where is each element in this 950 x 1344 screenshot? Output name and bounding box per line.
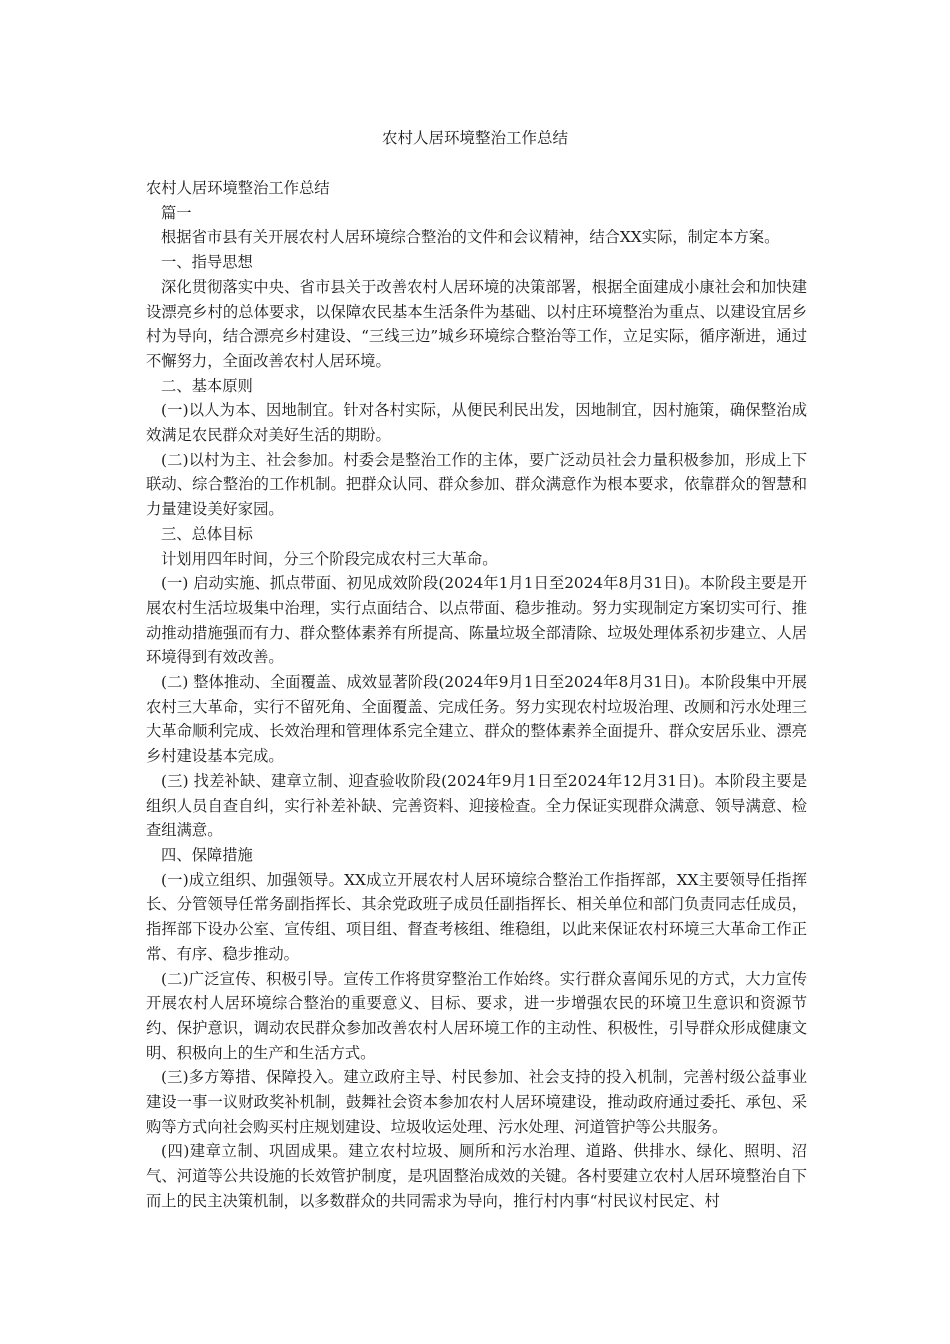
paragraph-safeguard-4: (四)建章立制、巩固成果。建立农村垃圾、厕所和污水治理、道路、供排水、绿化、照明、沼气、河道等公共设施的长效管护制度，是巩固整治成效的关键。各村要建立农村人居环境整治自下而上的民主决策机制，以多数群众的共同需求为导向，推行村内事“村民议村民定、村 bbox=[146, 1142, 807, 1210]
paragraph-principle-2: (二)以村为主、社会参加。村委会是整治工作的主体，要广泛动员社会力量积极参加，形成上下联动、综合整治的工作机制。把群众认同、群众参加、群众满意作为根本要求，依靠群众的智慧和力量建设美好家园。 bbox=[146, 450, 807, 519]
section-heading-safeguards: 四、保障措施 bbox=[161, 845, 253, 864]
section-heading-overall-goal: 三、总体目标 bbox=[161, 524, 253, 543]
paragraph-safeguard-2: (二)广泛宣传、积极引导。宣传工作将贯穿整治工作始终。实行群众喜闻乐见的方式，大力宣传开展农村人居环境综合整治的重要意义、目标、要求，进一步增强农民的环境卫生意识和资源节约、保护意识，调动农民群众参加改善农村人居环境工作的主动性、积极性，引导群众形成健康文明、积极向上的生产和生活方式。 bbox=[146, 969, 807, 1062]
paragraph-part-label: 篇一 bbox=[161, 203, 192, 222]
paragraph-principle-1: (一)以人为本、因地制宜。针对各村实际，从便民利民出发，因地制宜，因村施策，确保整治成效满足农民群众对美好生活的期盼。 bbox=[146, 401, 807, 445]
paragraph-guiding-thought: 深化贯彻落实中央、省市县关于改善农村人居环境的决策部署，根据全面建成小康社会和加快建设漂亮乡村的总体要求，以保障农民基本生活条件为基础、以村庄环境整治为重点、以建设宜居乡村为导向，结合漂亮乡村建设、“三线三边”城乡环境综合整治等工作，立足实际，循序渐进，通过不懈努力，全面改善农村人居环境。 bbox=[146, 277, 807, 370]
section-heading-guiding-thought: 一、指导思想 bbox=[161, 253, 253, 272]
paragraph-safeguard-1: (一)成立组织、加强领导。XX成立开展农村人居环境综合整治工作指挥部，XX主要领导任指挥长、分管领导任常务副指挥长、其余党政班子成员任副指挥长、相关单位和部门负责同志任成员，指挥部下设办公室、宣传组、项目组、督查考核组、维稳组，以此来保证农村环境三大革命工作正常、有序、稳步推动。 bbox=[146, 870, 807, 963]
document-body bbox=[146, 176, 807, 1214]
paragraph-goal-summary: 计划用四年时间，分三个阶段完成农村三大革命。 bbox=[161, 549, 498, 568]
paragraph-stage-2: (二) 整体推动、全面覆盖、成效显著阶段(2024年9月1日至2024年8月31日)。本阶段集中开展农村三大革命，实行不留死角、全面覆盖、完成任务。努力实现农村垃圾治理、改厕和污水处理三大革命顺利完成、长效治理和管理体系完全建立、群众的整体素养全面提升、群众安居乐业、漂亮乡村建设基本完成。 bbox=[146, 673, 807, 766]
paragraph-stage-1: (一) 启动实施、抓点带面、初见成效阶段(2024年1月1日至2024年8月31日)。本阶段主要是开展农村生活垃圾集中治理，实行点面结合、以点带面、稳步推动。努力实现制定方案切实可行、推动推动措施强而有力、群众整体素养有所提高、陈量垃圾全部清除、垃圾处理体系初步建立、人居环境得到有效改善。 bbox=[146, 574, 807, 667]
paragraph-stage-3: (三) 找差补缺、建章立制、迎查验收阶段(2024年9月1日至2024年12月31日)。本阶段主要是组织人员自查自纠，实行补差补缺、完善资料、迎接检查。全力保证实现群众满意、领导满意、检查组满意。 bbox=[146, 771, 807, 840]
paragraph-intro: 根据省市县有关开展农村人居环境综合整治的文件和会议精神，结合XX实际，制定本方案。 bbox=[161, 228, 780, 247]
paragraph-heading: 农村人居环境整治工作总结 bbox=[146, 179, 330, 197]
section-heading-basic-principles: 二、基本原则 bbox=[161, 376, 253, 395]
paragraph-safeguard-3: (三)多方筹措、保障投入。建立政府主导、村民参加、社会支持的投入机制，完善村级公益事业建设一事一议财政奖补机制，鼓舞社会资本参加农村人居环境建设，推动政府通过委托、承包、采购等方式向社会购买村庄规划建设、垃圾收运处理、污水处理、河道管护等公共服务。 bbox=[146, 1068, 807, 1136]
document-title: 农村人居环境整治工作总结 bbox=[381, 129, 568, 147]
